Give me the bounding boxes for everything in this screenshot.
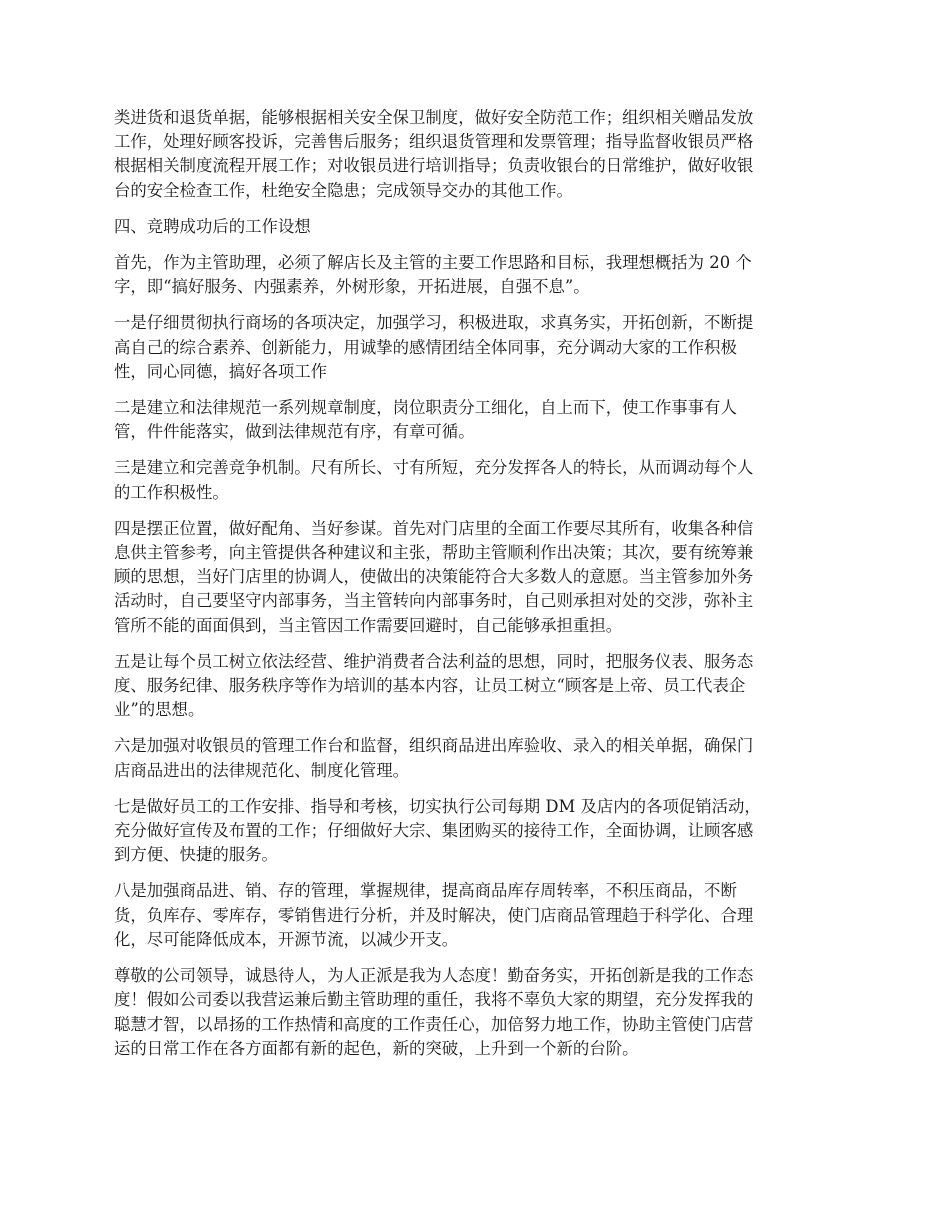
text-line: 管，件件能落实，做到法律规范有序，有章可循。 (114, 422, 475, 442)
text-line: 五是让每个员工树立依法经营、维护消费者合法利益的思想，同时，把服务仪表、服务态 (114, 651, 754, 671)
text-line: 七是做好员工的工作安排、指导和考核，切实执行公司每期 DM 及店内的各项促销活动， (114, 796, 761, 816)
section-heading (114, 215, 842, 239)
document-body (114, 106, 842, 1073)
text-line: 八是加强商品进、销、存的管理，掌握规律，提高商品库存周转率，不积压商品，不断 (114, 881, 737, 901)
paragraph-point-7 (114, 795, 842, 868)
heading-text: 四、竞聘成功后的工作设想 (114, 216, 311, 236)
text-line: 顾的思想，当好门店里的协调人，使做出的决策能符合大多数人的意愿。当主管参加外务 (114, 567, 754, 587)
text-line: 六是加强对收银员的管理工作台和监督，组织商品进出库验收、录入的相关单据，确保门 (114, 736, 754, 756)
text-line: 台的安全检查工作，杜绝安全隐患；完成领导交办的其他工作。 (114, 180, 573, 200)
text-line: 二是建立和法律规范一系列规章制度，岗位职责分工细化，自上而下，使工作事事有人 (114, 398, 737, 418)
text-line: 息供主管参考，向主管提供各种建议和主张，帮助主管顺利作出决策；其次，要有统筹兼 (114, 543, 754, 563)
text-line: 性，同心同德，搞好各项工作 (114, 361, 328, 381)
text-line: 活动时，自己要坚守内部事务，当主管转向内部事务时，自己则承担对处的交涉，弥补主 (114, 591, 754, 611)
text-line: 首先，作为主管助理，必须了解店长及主管的主要工作思路和目标，我理想概括为 20 个 (114, 253, 752, 273)
text-line: 管所不能的面面俱到，当主管因工作需要回避时，自己能够承担重担。 (114, 615, 623, 635)
text-line: 化，尽可能降低成本，开源节流，以减少开支。 (114, 929, 459, 949)
paragraph-point-8 (114, 879, 842, 952)
paragraph-point-5 (114, 650, 842, 723)
text-line: 尊敬的公司领导，诚恳待人，为人正派是我为人态度！勤奋务实，开拓创新是我的工作态 (114, 966, 754, 986)
text-line: 四是摆正位置，做好配角、当好参谋。首先对门店里的全面工作要尽其所有，收集各种信 (114, 518, 754, 538)
paragraph-point-1 (114, 311, 842, 384)
text-line: 货，负库存、零库存，零销售进行分析，并及时解决，使门店商品管理趋于科学化、合理 (114, 905, 754, 925)
paragraph-point-4 (114, 517, 842, 638)
text-line: 工作，处理好顾客投诉，完善售后服务；组织退货管理和发票管理；指导监督收银员严格 (114, 132, 754, 152)
paragraph-point-2 (114, 396, 842, 444)
text-line: 高自己的综合素养、创新能力，用诚挚的感情团结全体同事，充分调动大家的工作积极 (114, 337, 737, 357)
text-line: 聪慧才智，以昂扬的工作热情和高度的工作责任心，加倍努力地工作，协助主管使门店营 (114, 1014, 754, 1034)
text-line: 一是仔细贯彻执行商场的各项决定，加强学习，积极进取，求真务实，开拓创新，不断提 (114, 313, 754, 333)
paragraph-point-3 (114, 456, 842, 504)
text-line: 字，即“搞好服务、内强素养，外树形象，开拓进展，自强不息”。 (114, 277, 590, 297)
paragraph-closing (114, 964, 842, 1061)
paragraph-first (114, 251, 842, 299)
paragraph-point-6 (114, 734, 842, 782)
text-line: 三是建立和完善竞争机制。尺有所长、寸有所短，充分发挥各人的特长，从而调动每个人 (114, 458, 754, 478)
text-line: 店商品进出的法律规范化、制度化管理。 (114, 760, 410, 780)
paragraph-duties (114, 106, 842, 203)
text-line: 运的日常工作在各方面都有新的起色，新的突破，上升到一个新的台阶。 (114, 1038, 639, 1058)
text-line: 到方便、快捷的服务。 (114, 845, 278, 865)
text-line: 业”的思想。 (114, 700, 205, 720)
text-line: 度！假如公司委以我营运兼后勤主管助理的重任，我将不辜负大家的期望，充分发挥我的 (114, 990, 754, 1010)
text-line: 充分做好宣传及布置的工作；仔细做好大宗、集团购买的接待工作，全面协调，让顾客感 (114, 821, 754, 841)
text-line: 度、服务纪律、服务秩序等作为培训的基本内容，让员工树立“顾客是上帝、员工代表企 (114, 676, 746, 696)
text-line: 类进货和退货单据，能够根据相关安全保卫制度，做好安全防范工作；组织相关赠品发放 (114, 108, 754, 127)
text-line: 根据相关制度流程开展工作；对收银员进行培训指导；负责收银台的日常维护，做好收银 (114, 156, 754, 176)
text-line: 的工作积极性。 (114, 482, 229, 502)
